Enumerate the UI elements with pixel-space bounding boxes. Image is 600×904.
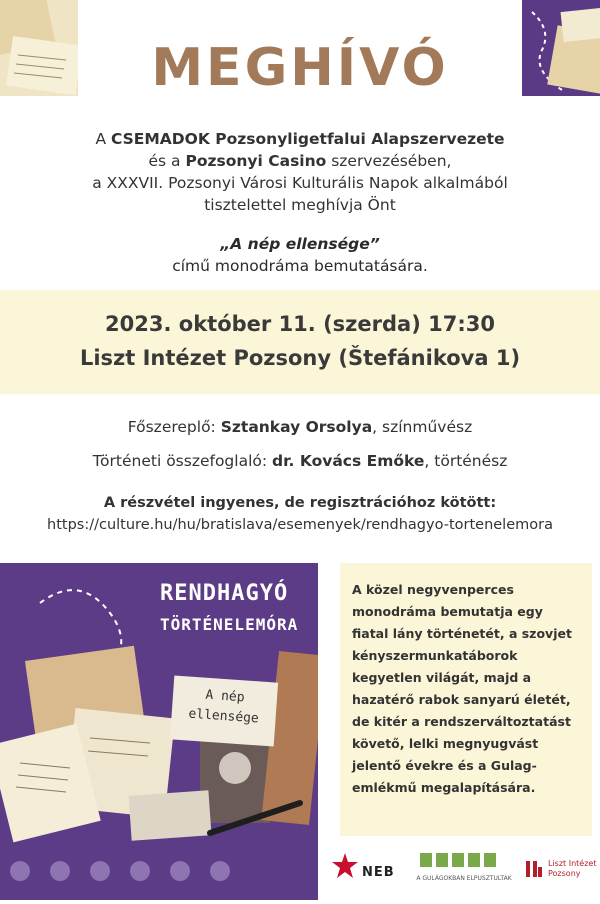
poster-paper-label	[170, 675, 278, 746]
intro-text	[0, 128, 600, 216]
liszt-institute-icon	[524, 859, 544, 879]
historian-role: , történész	[424, 452, 508, 470]
poster-title-line1: RENDHAGYÓ	[160, 581, 289, 606]
intro-organizer: CSEMADOK Pozsonyligetfalui Alapszervezete	[110, 130, 505, 148]
registration	[0, 492, 600, 536]
event-venue: Liszt Intézet Pozsony (Štefánikova 1)	[79, 346, 521, 370]
event-datetime: 2023. október 11. (szerda) 17:30	[105, 312, 495, 336]
poster-image	[0, 563, 318, 843]
lead-name: Sztankay Orsolya	[220, 418, 373, 436]
poster-title-line2: TÖRTÉNELEMÓRA	[160, 615, 299, 634]
logo-bar	[318, 843, 600, 900]
liszt-logo-line1: Liszt Intézet	[548, 859, 597, 868]
poster-paper-line1: A nép	[204, 687, 246, 706]
intro-line2-prefix: és a	[148, 152, 186, 170]
neb-logo-text: NEB	[362, 865, 395, 880]
liszt-logo-text	[548, 859, 596, 879]
flower-pattern-icon	[0, 843, 318, 900]
gulag-logo-text: A GULÁGOKBAN ELPUSZTULTAK	[416, 875, 512, 882]
registration-title: A részvétel ingyenes, de regisztrációhoz kötött:	[103, 495, 497, 511]
page-title: MEGHÍVÓ	[151, 38, 449, 98]
historian-name: dr. Kovács Emőke	[272, 452, 425, 470]
poster-paper-line2: ellensége	[187, 706, 260, 727]
liszt-logo-line2: Pozsony	[548, 869, 581, 878]
lead-role: , színművész	[372, 418, 473, 436]
bottom-left-decor	[0, 843, 318, 900]
description-text: A közel negyvenperces monodráma bemutatja egy fiatal lány történetét, a szovjet kényszermunkatáborok kegyetlen világát, majd a hazatérő rabok sanyarú életét, de kitér a rendszerváltoztatást követő, lelki megnyugvást jelentő évekre és a Gulag-emlékmű megalapítására.	[352, 582, 572, 795]
intro-line2-suffix: szervezésében,	[326, 152, 452, 170]
neb-star-icon	[330, 851, 360, 881]
event-band	[0, 290, 600, 394]
intro-line1-prefix: A	[95, 130, 111, 148]
play-title: „A nép ellensége”	[220, 235, 380, 253]
intro-line3: a XXXVII. Pozsonyi Városi Kulturális Napok alkalmából	[92, 174, 508, 192]
play-subtitle: című monodráma bemutatására.	[172, 257, 428, 275]
description-box	[340, 563, 592, 836]
gulag-foundation-icon	[418, 849, 498, 871]
intro-line4: tisztelettel meghívja Önt	[204, 196, 396, 214]
intro-coorganizer: Pozsonyi Casino	[185, 152, 327, 170]
lead-label: Főszereplő:	[127, 418, 221, 436]
credits	[0, 410, 600, 478]
play-info	[0, 233, 600, 277]
historian-label: Történeti összefoglaló:	[92, 452, 273, 470]
registration-link[interactable]: https://culture.hu/hu/bratislava/esemenyek/rendhagyo-tortenelemora	[47, 517, 553, 533]
